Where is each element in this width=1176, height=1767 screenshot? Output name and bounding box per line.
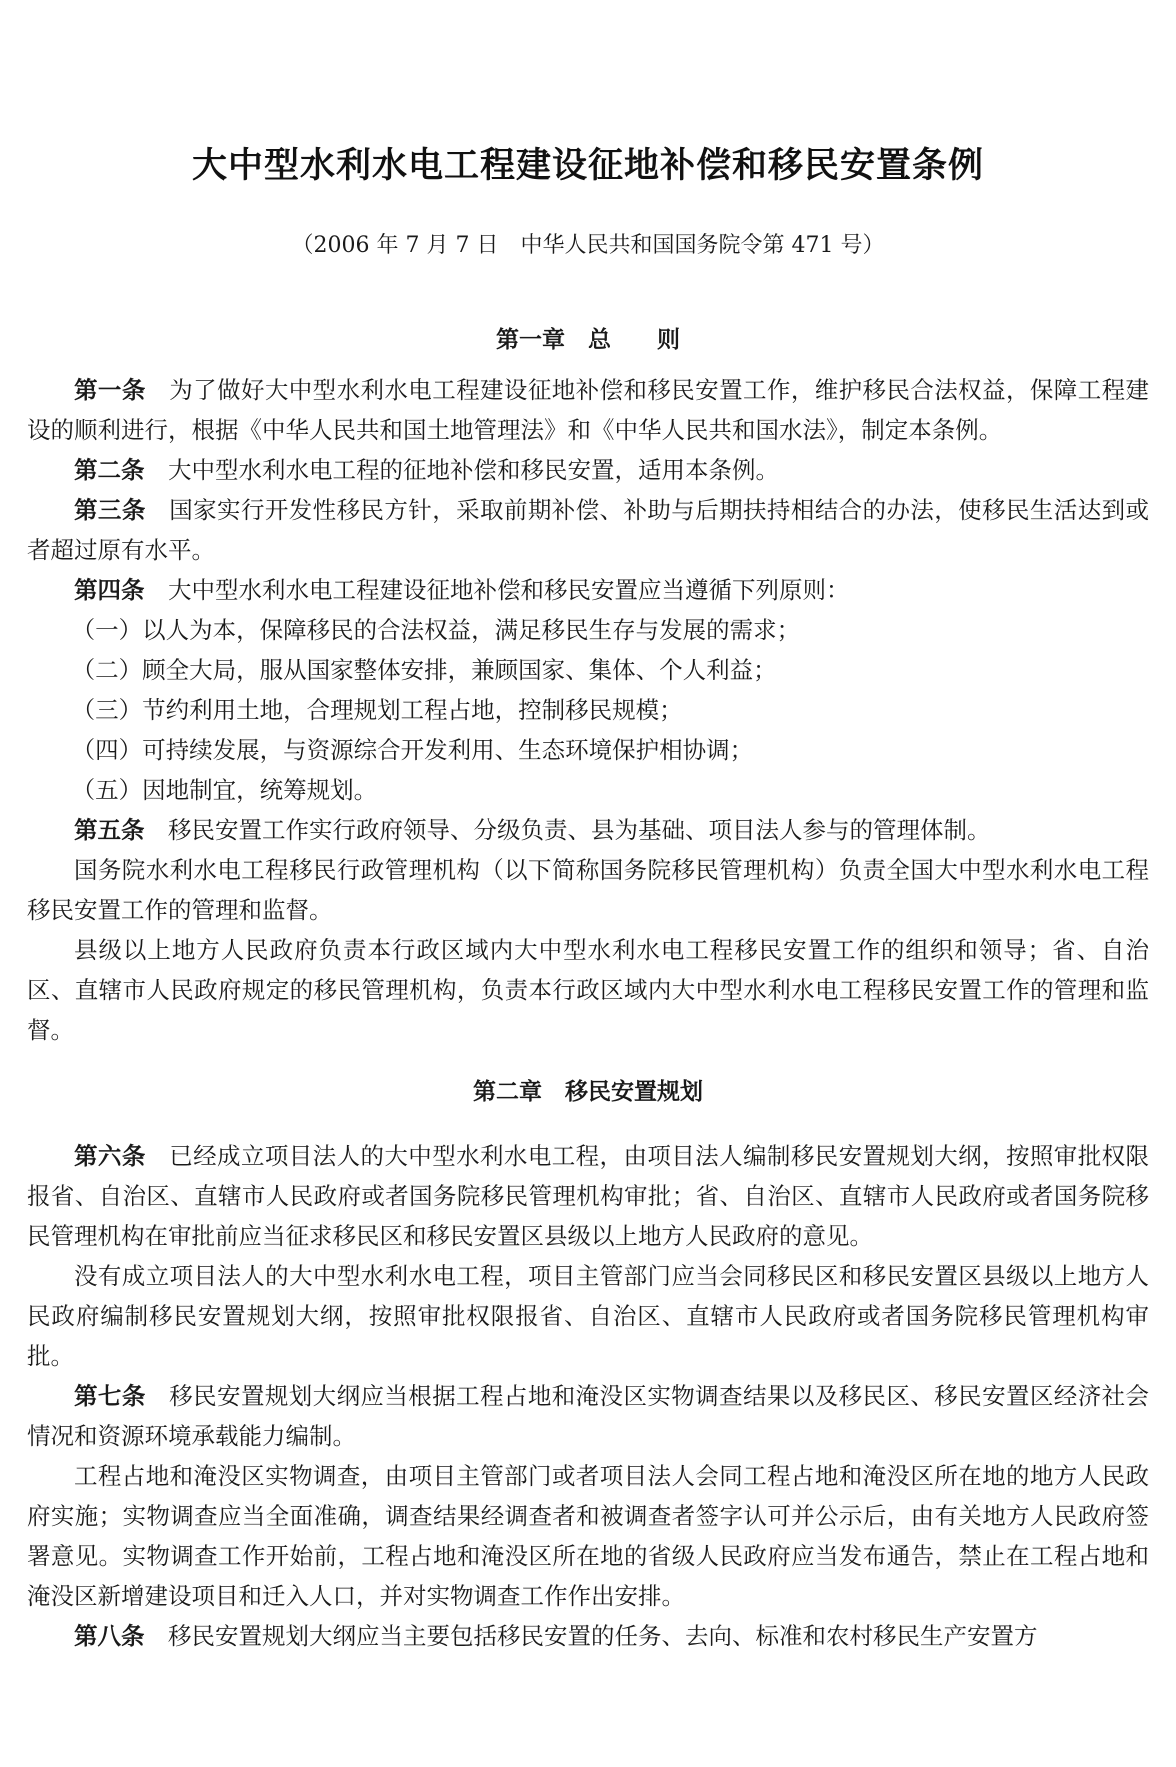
article-paragraph [27, 1456, 1149, 1616]
paragraph-text: 移民安置规划大纲应当根据工程占地和淹没区实物调查结果以及移民区、移民安置区经济社会情况和资源环境承载能力编制。 [27, 1382, 1150, 1450]
article-number: 第七条 [74, 1382, 146, 1410]
article-number: 第二条 [74, 456, 145, 484]
chapter-heading: 第二章 移民安置规划 [473, 1079, 703, 1105]
paragraph-text: 国务院水利水电工程移民行政管理机构（以下简称国务院移民管理机构）负责全国大中型水利水电工程移民安置工作的管理和监督。 [27, 856, 1149, 924]
article-number: 第三条 [74, 496, 146, 524]
article-paragraph [27, 1136, 1149, 1256]
paragraph-text: （三）节约利用土地，合理规划工程占地，控制移民规模； [71, 696, 683, 724]
paragraph-text: （四）可持续发展，与资源综合开发利用、生态环境保护相协调； [71, 736, 754, 764]
paragraph-text: 移民安置规划大纲应当主要包括移民安置的任务、去向、标准和农村移民生产安置方 [168, 1622, 1038, 1650]
article-paragraph [27, 490, 1149, 570]
paragraph-text: （二）顾全大局，服从国家整体安排，兼顾国家、集体、个人利益； [71, 656, 777, 684]
paragraph-text: 工程占地和淹没区实物调查，由项目主管部门或者项目法人会同工程占地和淹没区所在地的地方人民政府实施；实物调查应当全面准确，调查结果经调查者和被调查者签字认可并公示后，由有关地方人民政府签署意见。实物调查工作开始前，工程占地和淹没区所在地的省级人民政府应当发布通告，禁止在工程占地和淹没区新增建设项目和迁入人口，并对实物调查工作作出安排。 [27, 1462, 1149, 1610]
chapter-heading: 第一章 总 则 [496, 327, 680, 353]
article-paragraph [27, 570, 1149, 610]
document-body [27, 320, 1149, 1656]
article-paragraph [27, 370, 1149, 450]
list-item [27, 650, 1149, 690]
paragraph-text: （一）以人为本，保障移民的合法权益，满足移民生存与发展的需求； [71, 616, 801, 644]
document-title: 大中型水利水电工程建设征地补偿和移民安置条例 [191, 146, 984, 186]
article-number: 第六条 [74, 1142, 146, 1170]
paragraph-text: 已经成立项目法人的大中型水利水电工程，由项目法人编制移民安置规划大纲，按照审批权限报省、自治区、直辖市人民政府或者国务院移民管理机构审批；省、自治区、直辖市人民政府或者国务院移民管理机构在审批前应当征求移民区和移民安置区县级以上地方人民政府的意见。 [27, 1142, 1150, 1250]
article-paragraph [27, 850, 1149, 930]
document-subtitle: （2006 年 7 月 7 日 中华人民共和国国务院令第 471 号） [291, 233, 885, 258]
paragraph-text: （五）因地制宜，统筹规划。 [71, 776, 378, 804]
paragraph-text: 县级以上地方人民政府负责本行政区域内大中型水利水电工程移民安置工作的组织和领导；省、自治区、直辖市人民政府规定的移民管理机构，负责本行政区域内大中型水利水电工程移民安置工作的管理和监督。 [27, 936, 1149, 1044]
article-paragraph [27, 1616, 1149, 1656]
list-item [27, 770, 1149, 810]
article-number: 第八条 [74, 1622, 145, 1650]
paragraph-text: 大中型水利水电工程建设征地补偿和移民安置应当遵循下列原则： [168, 576, 850, 604]
article-paragraph [27, 450, 1149, 490]
article-number: 第五条 [74, 816, 145, 844]
paragraph-text: 国家实行开发性移民方针，采取前期补偿、补助与后期扶持相结合的办法，使移民生活达到或者超过原有水平。 [27, 496, 1150, 564]
paragraph-text: 移民安置工作实行政府领导、分级负责、县为基础、项目法人参与的管理体制。 [168, 816, 991, 844]
article-paragraph [27, 930, 1149, 1050]
paragraph-text: 没有成立项目法人的大中型水利水电工程，项目主管部门应当会同移民区和移民安置区县级以上地方人民政府编制移民安置规划大纲，按照审批权限报省、自治区、直辖市人民政府或者国务院移民管理机构审批。 [27, 1262, 1149, 1370]
article-number: 第四条 [74, 576, 145, 604]
article-number: 第一条 [74, 376, 146, 404]
list-item [27, 730, 1149, 770]
article-paragraph [27, 1376, 1149, 1456]
article-paragraph [27, 1256, 1149, 1376]
list-item [27, 610, 1149, 650]
article-paragraph [27, 810, 1149, 850]
paragraph-text: 大中型水利水电工程的征地补偿和移民安置，适用本条例。 [168, 456, 779, 484]
list-item [27, 690, 1149, 730]
paragraph-text: 为了做好大中型水利水电工程建设征地补偿和移民安置工作，维护移民合法权益，保障工程建设的顺利进行，根据《中华人民共和国土地管理法》和《中华人民共和国水法》，制定本条例。 [27, 376, 1150, 444]
